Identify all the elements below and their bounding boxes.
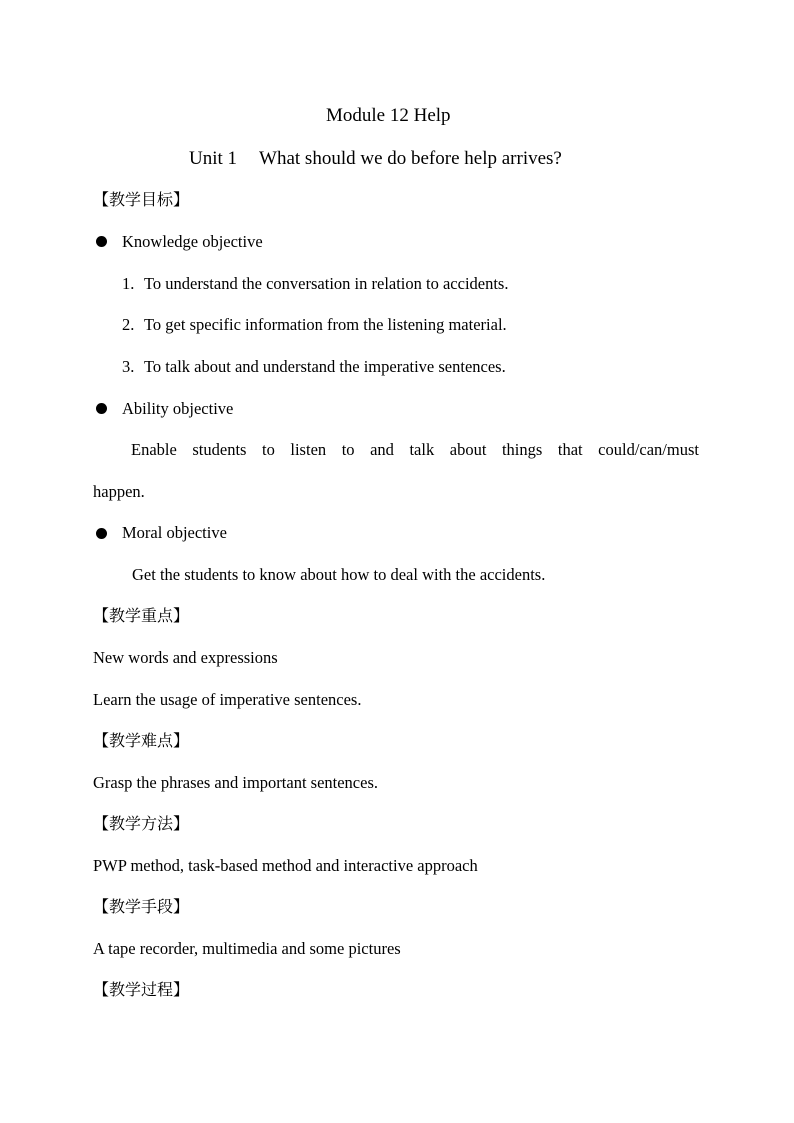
word: about bbox=[449, 440, 487, 459]
knowledge-item bbox=[122, 315, 507, 335]
bullet-icon bbox=[96, 236, 107, 247]
unit-title bbox=[189, 149, 562, 169]
word: talk bbox=[409, 440, 435, 459]
word: students bbox=[192, 440, 247, 459]
unit-question: What should we do before help arrives? bbox=[259, 148, 562, 169]
moral-objective-label: Moral objective bbox=[122, 523, 227, 542]
word: Enable bbox=[131, 440, 177, 459]
word: and bbox=[370, 440, 394, 459]
key-point-item: New words and expressions bbox=[93, 648, 278, 667]
ability-text-line1 bbox=[131, 440, 699, 460]
item-number: 3. bbox=[122, 357, 135, 376]
module-title: Module 12 Help bbox=[326, 105, 451, 126]
methods-text: PWP method, task-based method and interactive approach bbox=[93, 856, 478, 875]
item-number: 2. bbox=[122, 315, 135, 334]
word: listen bbox=[290, 440, 327, 459]
item-number: 1. bbox=[122, 274, 135, 293]
means-heading: 【教学手段】 bbox=[93, 897, 190, 916]
word: that bbox=[557, 440, 583, 459]
key-points-heading: 【教学重点】 bbox=[93, 606, 190, 625]
word: things bbox=[501, 440, 543, 459]
process-heading: 【教学过程】 bbox=[93, 980, 190, 999]
item-text: To talk about and understand the imperative sentences. bbox=[144, 357, 506, 376]
knowledge-objective-label: Knowledge objective bbox=[122, 232, 263, 251]
word: to bbox=[262, 440, 275, 459]
knowledge-item bbox=[122, 274, 508, 294]
means-text: A tape recorder, multimedia and some pictures bbox=[93, 939, 401, 958]
word: could/can/must bbox=[598, 440, 699, 459]
bullet-icon bbox=[96, 528, 107, 539]
difficulties-heading: 【教学难点】 bbox=[93, 731, 190, 750]
methods-heading: 【教学方法】 bbox=[93, 814, 190, 833]
key-point-item: Learn the usage of imperative sentences. bbox=[93, 690, 362, 709]
bullet-icon bbox=[96, 403, 107, 414]
unit-number: Unit 1 bbox=[189, 148, 238, 169]
word: to bbox=[341, 440, 355, 459]
ability-objective-label: Ability objective bbox=[122, 399, 234, 418]
difficulties-text: Grasp the phrases and important sentences. bbox=[93, 773, 378, 792]
item-text: To get specific information from the listening material. bbox=[144, 315, 507, 334]
moral-objective-text: Get the students to know about how to deal with the accidents. bbox=[132, 565, 546, 584]
item-text: To understand the conversation in relation to accidents. bbox=[144, 274, 509, 293]
ability-text-line2: happen. bbox=[93, 482, 145, 501]
knowledge-item bbox=[122, 357, 506, 377]
objectives-heading: 【教学目标】 bbox=[93, 190, 190, 209]
